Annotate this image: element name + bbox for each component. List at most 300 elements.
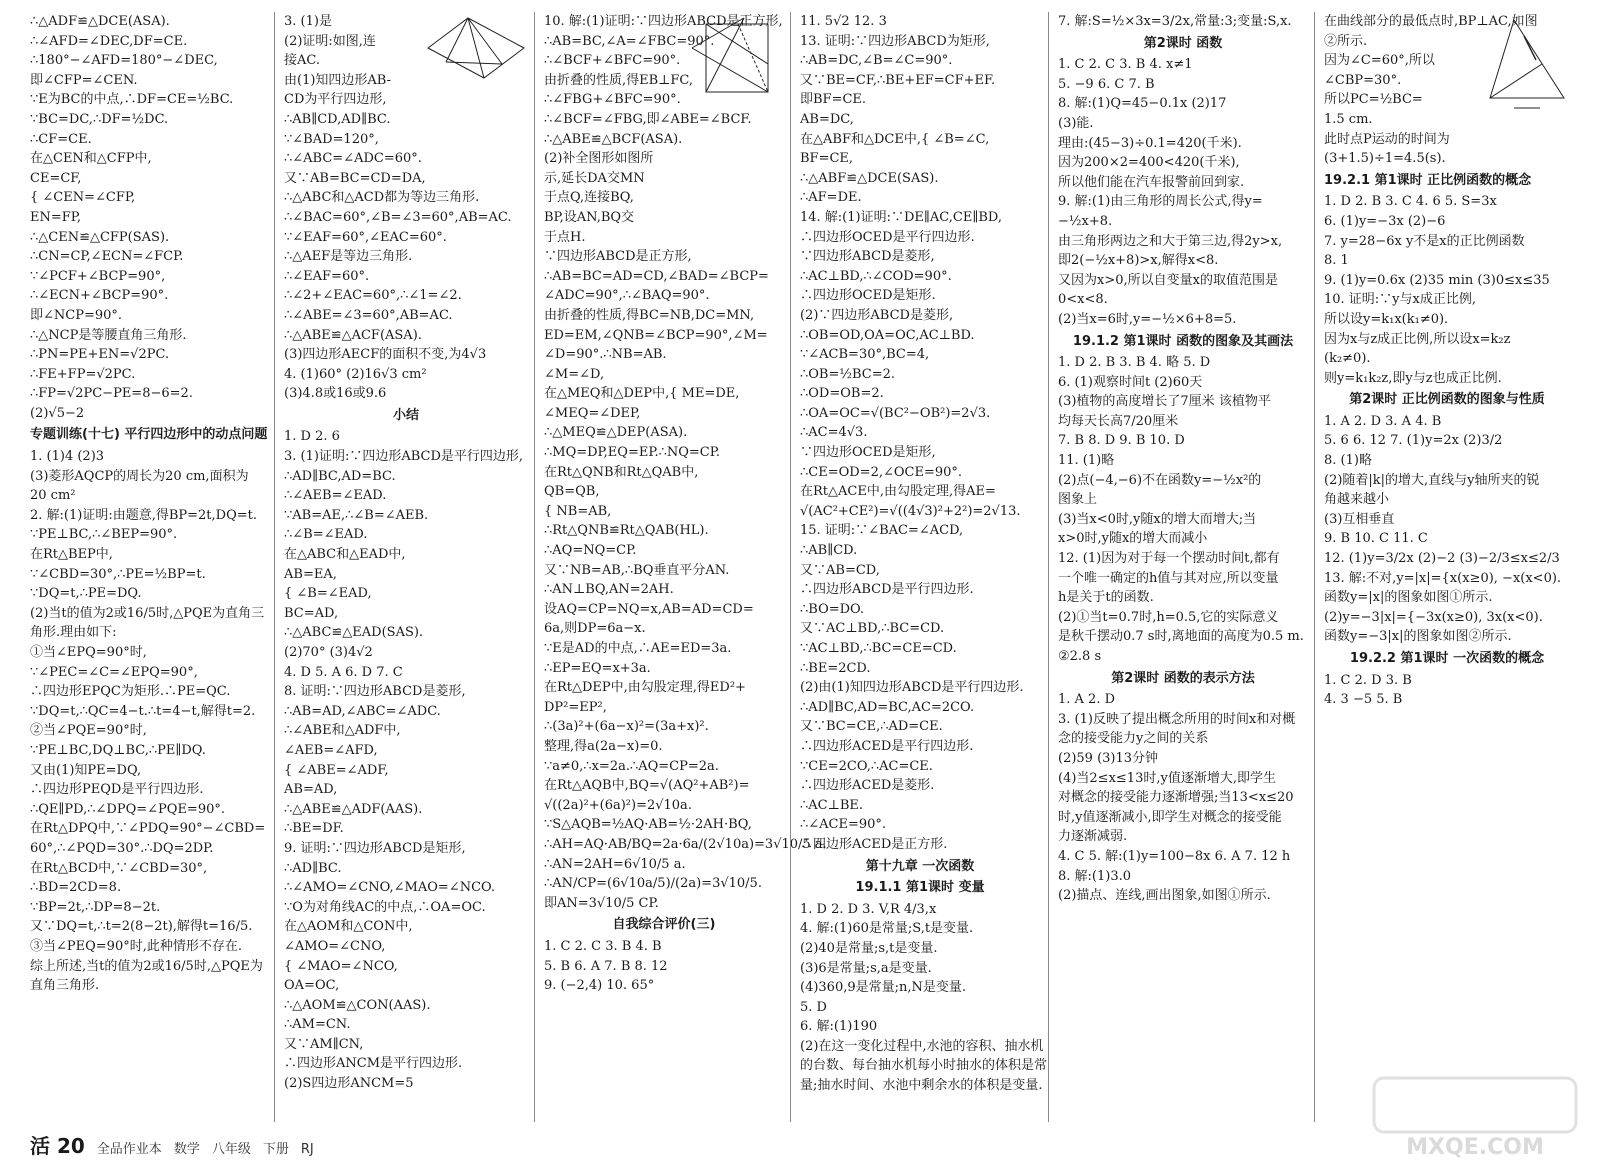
answer-line: ∴∠BAC=60°,∠B=∠3=60°,AB=AC.: [284, 209, 512, 225]
answer-line: (2)40是常量;s,t是变量.: [800, 940, 938, 956]
page-number: 活 20: [30, 1134, 85, 1158]
answer-line: OA=OC,: [284, 978, 340, 994]
answer-line: (3)互相垂直: [1324, 511, 1395, 527]
answer-line: ∴OD=OB=2.: [800, 386, 884, 402]
rhombus-figure: [424, 14, 528, 82]
answer-line: ∴FE+FP=√2PC.: [30, 366, 136, 382]
answer-line: ∴AD∥BC,AD=BC,AC=2CO.: [800, 699, 975, 715]
answer-line: ∠D=90°.∴NB=AB.: [544, 347, 667, 363]
answer-line: ∴AB=BC,∠A=∠FBC=90°.: [544, 33, 715, 49]
answer-line: ∵PE⊥BC,DQ⊥BC,∴PE∥DQ.: [30, 742, 206, 758]
answer-line: 又∵AC⊥BD,∴BC=CD.: [800, 621, 945, 637]
answer-line: 4. 解:(1)60是常量;S,t是变量.: [800, 921, 974, 937]
answer-line: ∴△AOM≌△CON(AAS).: [284, 997, 431, 1013]
answer-line: ∴四边形OCED是矩形.: [800, 288, 936, 304]
answer-line: (2)补全图形如图所: [544, 151, 654, 167]
answer-line: ∴△ABC和△ACD都为等边三角形.: [284, 190, 480, 206]
answer-line: ∴BE=DF.: [284, 821, 344, 837]
answer-line: 7. y=28−6x y不是x的正比例函数: [1324, 233, 1525, 249]
answer-line: ②所示.: [1324, 33, 1368, 49]
answer-line: 12. (1)y=3/2x (2)−2 (3)−2/3≤x≤2/3: [1324, 551, 1560, 567]
answer-line: 综上所述,当t的值为2或16/5时,△PQE为: [30, 958, 263, 974]
answer-line: { NB=AB,: [544, 503, 612, 519]
answer-line: DP²=EP²,: [544, 699, 607, 715]
answer-line: 时,y值逐渐减小,即学生对概念的接受能: [1058, 809, 1282, 825]
answer-line: ∴(3a)²+(6a−x)²=(3a+x)².: [544, 719, 709, 735]
answer-line: ∴∠FBG+∠BFC=90°.: [544, 92, 681, 108]
answer-line: 1. C 2. C 3. B 4. x≠1: [1058, 57, 1193, 73]
answer-line: 12. (1)因为对于每一个摆动时间t,都有: [1058, 551, 1280, 567]
answer-line: BF=CE,: [800, 151, 854, 167]
answer-line: 由折叠的性质,得BC=NB,DC=MN,: [544, 307, 755, 323]
answer-column-4: [800, 12, 1048, 1118]
answer-line: ∵E为BC的中点,∴DF=CE=½BC.: [30, 92, 234, 108]
answer-line: ∴BD=2CD=8.: [30, 880, 122, 896]
answer-line: ED=EM,∠QNB=∠BCP=90°,∠M=: [544, 327, 768, 343]
answer-line: 的台数、每台抽水机每小时抽水的体积是常: [800, 1058, 1048, 1074]
answer-line: 于点H.: [544, 229, 586, 245]
answer-line: ∵∠BAD=120°,: [284, 131, 379, 147]
answer-line: ∴CN=CP,∠ECN=∠FCP.: [30, 249, 184, 265]
answer-line: 角形.理由如下:: [30, 625, 117, 641]
answer-line: ∴∠ECN+∠BCP=90°.: [30, 288, 169, 304]
answer-line: 6. (1)观察时间t (2)60天: [1058, 374, 1203, 390]
answer-line: 6. (1)y=−3x (2)−6: [1324, 213, 1446, 229]
answer-column-2: [284, 12, 528, 1118]
answer-line: 8. 解:(1)Q=45−0.1x (2)17: [1058, 96, 1227, 112]
answer-line: 又∵DQ=t,∴t=2(8−2t),解得t=16/5.: [30, 919, 253, 935]
answer-line: 即∠NCP=90°.: [30, 307, 123, 323]
answer-line: ∴Rt△QNB≌Rt△QAB(HL).: [544, 523, 709, 539]
answer-line: ∴QE∥PD,∴∠DPQ=∠PQE=90°.: [30, 801, 225, 817]
answer-line: 7. 解:S=½×3x=3/2x,常量:3;变量:S,x.: [1058, 14, 1292, 29]
answer-line: (2)√5−2: [30, 405, 85, 421]
answer-line: ∴AB∥CD,AD∥BC.: [284, 111, 391, 127]
answer-line: ∴AC⊥BD,∴∠COD=90°.: [800, 268, 952, 284]
answer-line: ∴AN=2AH=6√10/5 a.: [544, 856, 686, 872]
footer-grade: 八年级: [211, 1142, 251, 1157]
answer-line: ∴AB=BC=AD=CD,∠BAD=∠BCP=: [544, 268, 769, 284]
answer-line: ∴∠B=∠EAD.: [284, 527, 368, 543]
answer-line: 设AQ=CP=NQ=x,AB=AD=CD=: [544, 601, 754, 617]
answer-line: ②当∠PQE=90°时,: [30, 723, 147, 739]
answer-line: 即BF=CE.: [800, 92, 867, 108]
answer-line: AB=EA,: [284, 566, 337, 582]
answer-line: 又∵BC=CE,∴AD=CE.: [800, 719, 943, 735]
answer-line: ∴△ABE≌△ACF(ASA).: [284, 327, 422, 343]
answer-line: 1.5 cm.: [1324, 111, 1373, 127]
answer-line: 所以PC=½BC=: [1324, 92, 1423, 108]
answer-line: ∴四边形EPQC为矩形.∴PE=QC.: [30, 684, 231, 700]
answer-line: ∵∠ACB=30°,BC=4,: [800, 347, 930, 363]
answer-line: ∠CBP=30°.: [1324, 72, 1402, 88]
answer-line: ∴AH=AQ·AB/BQ=2a·6a/(2√10a)=3√10/5 a.: [544, 836, 827, 852]
answer-line: h是关于t的函数.: [1058, 590, 1154, 606]
answer-line: ①当∠EPQ=90°时,: [30, 645, 147, 660]
answer-line: 9. (−2,4) 10. 65°: [544, 978, 655, 994]
answer-line: 又∵AB=BC=CD=DA,: [284, 170, 426, 186]
answer-line: ∴BE=2CD.: [800, 660, 871, 676]
answer-line: 即2(−½x+8)>x,解得x<8.: [1058, 253, 1219, 269]
answer-line: 此时点P运动的时间为: [1324, 131, 1450, 147]
answer-line: 接AC.: [284, 53, 321, 69]
answer-line: (3)四边形AECF的面积不变,为4√3: [284, 347, 487, 363]
answer-line: 即∠CFP=∠CEN.: [30, 72, 138, 88]
column-divider: [790, 12, 791, 1122]
answer-line: BC=AD,: [284, 605, 339, 621]
answer-line: ∵四边形OCED是矩形,: [800, 445, 936, 461]
answer-line: 10. 证明:∵y与x成正比例,: [1324, 292, 1476, 308]
answer-line: ∴∠ACE=90°.: [800, 817, 887, 833]
answer-line: ∴∠BCF=∠FBG,即∠ABE=∠BCF.: [544, 111, 752, 127]
answer-line: ∠AEB=∠AFD,: [284, 742, 378, 758]
answer-line: 9. (1)y=0.6x (2)35 min (3)0≤x≤35: [1324, 272, 1550, 288]
answer-line: 1. D 2. B 3. C 4. 6 5. S=3x: [1324, 194, 1497, 210]
answer-line: (2)①当t=0.7时,h=0.5,它的实际意义: [1058, 609, 1279, 625]
answer-line: 4. D 5. A 6. D 7. C: [284, 664, 403, 680]
answer-line: (2)59 (3)13分钟: [1058, 750, 1159, 766]
answer-line: (3)6是常量;s,a是变量.: [800, 960, 932, 976]
answer-line: 0<x<8.: [1058, 292, 1108, 308]
answer-line: ∴180°−∠AFD=180°−∠DEC,: [30, 53, 218, 69]
answer-line: 8. 解:(1)3.0: [1058, 868, 1132, 884]
answer-line: 均每天长高7/20厘米: [1058, 413, 1179, 429]
answer-line: 角越来越小: [1324, 492, 1390, 508]
answer-line: 4. (1)60° (2)16√3 cm²: [284, 366, 427, 382]
answer-line: √(AC²+CE²)=√((4√3)²+2²)=2√13.: [800, 503, 1021, 519]
answer-line: 11. (1)略: [1058, 453, 1115, 469]
answer-line: ∴四边形PEQD是平行四边形.: [30, 782, 204, 798]
answer-line: ∵DQ=t,∴PE=DQ.: [30, 586, 142, 602]
answer-line: ∴CF=CE.: [30, 131, 92, 147]
answer-line: (3)当x<0时,y随x的增大而增大;当: [1058, 511, 1257, 527]
answer-line: ∵BC=DC,∴DF=½DC.: [30, 111, 169, 127]
answer-line: ∵PE⊥BC,∴∠BEP=90°.: [30, 527, 178, 543]
answer-line: ∴∠BCF+∠BFC=90°.: [544, 53, 681, 69]
answer-line: ∴四边形ACED是平行四边形.: [800, 738, 974, 754]
answer-line: 5. 6 6. 12 7. (1)y=2x (2)3/2: [1324, 433, 1503, 449]
section-heading: 第2课时 正比例函数的图象与性质: [1349, 392, 1545, 408]
answer-line: ∵AB=AE,∴∠B=∠AEB.: [284, 507, 429, 523]
answer-line: ∴OB=OD,OA=OC,AC⊥BD.: [800, 327, 975, 343]
answer-line: 在曲线部分的最低点时,BP⊥AC,如图: [1324, 14, 1538, 29]
answer-line: (3)4.8或16或9.6: [284, 386, 387, 402]
answer-line: ∵四边形ABCD是菱形,: [800, 249, 935, 265]
answer-line: ∴△ABE≌△ADF(AAS).: [284, 801, 423, 817]
answer-line: 2. 解:(1)证明:由题意,得BP=2t,DQ=t.: [30, 507, 257, 523]
answer-line: ∵四边形ABCD是正方形,: [544, 249, 692, 265]
watermark-logo: [1370, 1074, 1580, 1160]
section-heading: 专题训练(十七) 平行四边形中的动点问题: [30, 427, 268, 443]
answer-line: x>0时,y随x的增大而减小: [1058, 531, 1208, 547]
answer-line: ∴OA=OC=√(BC²−OB²)=2√3.: [800, 405, 991, 421]
answer-line: 3. (1)反映了提出概念所用的时间x和对概: [1058, 711, 1296, 727]
answer-line: ∴FP=√2PC−PE=8−6=2.: [30, 386, 193, 402]
answer-line: 3. (1)是: [284, 14, 332, 29]
answer-line: 因为200×2=400<420(千米),: [1058, 155, 1240, 171]
answer-line: ∴PN=PE+EN=√2PC.: [30, 347, 170, 363]
answer-line: 在Rt△BCD中,∵∠CBD=30°,: [30, 860, 208, 876]
watermark-text: MXQE.COM: [1406, 1135, 1544, 1160]
answer-line: EN=FP,: [30, 209, 82, 225]
answer-line: 9. 解:(1)由三角形的周长公式,得y=: [1058, 194, 1263, 210]
answer-line: 8. 证明:∵四边形ABCD是菱形,: [284, 684, 466, 700]
answer-line: 11. 5√2 12. 3: [800, 14, 887, 29]
answer-line: 9. 证明:∵四边形ABCD是矩形,: [284, 840, 466, 856]
answer-line: 6a,则DP=6a−x.: [544, 621, 646, 637]
answer-line: 在△ABF和△DCE中,{ ∠B=∠C,: [800, 131, 990, 147]
answer-line: 所以他们能在汽车报警前回到家.: [1058, 174, 1245, 190]
answer-column-5: [1058, 12, 1308, 1118]
answer-line: 在△MEQ和△DEP中,{ ME=DE,: [544, 386, 740, 402]
answer-line: ∵∠PCF+∠BCP=90°,: [30, 268, 166, 284]
answer-line: AB=AD,: [284, 782, 338, 798]
answer-line: 在△CEN和△CFP中,: [30, 151, 152, 167]
answer-line: 又∵AM∥CN,: [284, 1036, 364, 1052]
answer-line: CD为平行四边形,: [284, 92, 387, 108]
answer-line: (2)由(1)知四边形ABCD是平行四边形.: [800, 680, 1024, 696]
answer-line: 1. D 2. D 3. V,R 4/3,x: [800, 901, 937, 917]
section-heading: 小结: [392, 407, 419, 423]
column-divider: [1314, 12, 1315, 1122]
answer-line: QB=QB,: [544, 484, 600, 500]
section-heading: 19.1.2 第1课时 函数的图象及其画法: [1072, 333, 1294, 349]
answer-line: ∴∠ABC=∠ADC=60°.: [284, 151, 422, 167]
answer-line: 14. 解:(1)证明:∵DE∥AC,CE∥BD,: [800, 209, 1002, 225]
answer-line: (4)当2≤x≤13时,y值逐渐增大,即学生: [1058, 770, 1276, 786]
answer-line: ∵E是AD的中点,∴AE=ED=3a.: [544, 641, 732, 656]
answer-line: ∴∠ABE=∠3=60°,AB=AC.: [284, 307, 453, 323]
answer-line: ∴∠AFD=∠DEC,DF=CE.: [30, 33, 188, 49]
answer-line: 又因为x>0,所以自变量x的取值范围是: [1058, 272, 1278, 288]
answer-line: 所以设y=k₁x(k₁≠0).: [1324, 311, 1449, 327]
answer-line: 理由:(45−3)÷0.1=420(千米).: [1058, 135, 1242, 151]
answer-line: ∴EP=EQ=x+3a.: [544, 660, 651, 676]
answer-line: ∵DQ=t,∴QC=4−t.∴t=4−t,解得t=2.: [30, 703, 256, 719]
footer-volume: 下册: [262, 1142, 289, 1157]
answer-line: ∴MQ=DP,EQ=EP.∴NQ=CP.: [544, 445, 720, 461]
answer-line: (2)证明:如图,连: [284, 33, 376, 49]
answer-line: ∴AD∥BC.: [284, 860, 342, 876]
answer-line: 又由(1)知PE=DQ,: [30, 762, 142, 778]
answer-line: ∠AMO=∠CNO,: [284, 938, 386, 954]
answer-line: 又∵AB=CD,: [800, 562, 880, 578]
answer-line: (2)描点、连线,画出图象,如图①所示.: [1058, 888, 1271, 904]
answer-line: ∴△MEQ≌△DEP(ASA).: [544, 425, 688, 441]
answer-line: 1. D 2. 6: [284, 429, 340, 445]
answer-line: ∴AB=DC,∠B=∠C=90°.: [800, 53, 953, 69]
page-footer: [30, 1130, 314, 1158]
answer-line: 9. B 10. C 11. C: [1324, 531, 1428, 547]
answer-line: ∴四边形ACED是菱形.: [800, 778, 935, 794]
section-heading: 19.2.2 第1课时 一次函数的概念: [1349, 651, 1545, 666]
answer-line: 10. 解:(1)证明:∵四边形ABCD是正方形,: [544, 14, 783, 29]
answer-line: 图象上: [1058, 492, 1098, 508]
answer-line: ∴AD∥BC,AD=BC.: [284, 468, 396, 484]
answer-line: ∠M=∠D,: [544, 366, 605, 382]
answer-line: 因为x与z成正比例,所以设x=k₂z: [1324, 331, 1511, 347]
answer-line: { ∠ABE=∠ADF,: [284, 762, 389, 778]
answer-line: ∴OB=½BC=2.: [800, 366, 896, 382]
answer-line: { ∠B=∠EAD,: [284, 586, 372, 602]
answer-line: 5. B 6. A 7. B 8. 12: [544, 958, 668, 974]
answer-line: ∵AC⊥BD,∴BC=CE=CD.: [800, 641, 957, 656]
answer-column-6: [1324, 12, 1570, 1118]
section-heading: 19.2.1 第1课时 正比例函数的概念: [1324, 172, 1532, 188]
answer-line: ∵S△AQB=½AQ·AB=½·2AH·BQ,: [544, 817, 752, 833]
answer-line: (2)点(−4,−6)不在函数y=−½x²的: [1058, 472, 1262, 488]
answer-line: 6. 解:(1)190: [800, 1019, 878, 1035]
answer-line: ∴AC⊥BE.: [800, 797, 864, 813]
answer-line: (3+1.5)÷1=4.5(s).: [1324, 151, 1446, 167]
answer-line: ∴AM=CN.: [284, 1017, 351, 1033]
answer-line: 13. 证明:∵四边形ABCD为矩形,: [800, 33, 990, 49]
answer-line: ∴AQ=NQ=CP.: [544, 543, 637, 559]
answer-line: 在Rt△QNB和Rt△QAB中,: [544, 464, 699, 480]
answer-column-1: [30, 12, 268, 1118]
answer-line: 整理,得a(2a−x)=0.: [544, 738, 663, 754]
answer-line: BP,设AN,BQ交: [544, 209, 635, 225]
answer-line: 力逐渐减弱.: [1058, 829, 1128, 845]
answer-line: 示,延长DA交MN: [544, 170, 645, 186]
answer-line: 又∵NB=AB,∴BQ垂直平分AN.: [544, 562, 730, 578]
section-heading: 第十九章 一次函数: [865, 858, 975, 874]
answer-line: 20 cm²: [30, 488, 76, 504]
answer-line: 4. 3 −5 5. B: [1324, 692, 1403, 708]
answer-line: 在△ABC和△EAD中,: [284, 547, 406, 563]
answer-line: (k₂≠0).: [1324, 351, 1371, 367]
answer-line: ∴AC=4√3.: [800, 425, 868, 441]
answer-line: 因为∠C=60°,所以: [1324, 53, 1435, 69]
answer-line: 1. C 2. D 3. B: [1324, 672, 1412, 688]
answer-line: 在Rt△ACE中,由勾股定理,得AE=: [800, 484, 996, 500]
answer-line: −½x+8.: [1058, 213, 1113, 229]
answer-line: ∴△ABE≌△BCF(ASA).: [544, 131, 683, 147]
answer-line: 在Rt△DEP中,由勾股定理,得ED²+: [544, 680, 746, 696]
answer-line: ∴∠AMO=∠CNO,∠MAO=∠NCO.: [284, 880, 496, 896]
answer-line: 8. 1: [1324, 253, 1349, 269]
answer-line: ∴∠2+∠EAC=60°,∴∠1=∠2.: [284, 288, 462, 304]
answer-line: 于点Q,连接BQ,: [544, 190, 634, 206]
answer-line: 在Rt△DPQ中,∵∠PDQ=90°−∠CBD=: [30, 821, 266, 837]
answer-line: ∴△CEN≌△CFP(SAS).: [30, 229, 170, 245]
answer-line: ∴AF=DE.: [800, 190, 862, 206]
answer-line: 15. 证明:∵∠BAC=∠ACD,: [800, 523, 964, 539]
answer-line: 由折叠的性质,得EB⊥FC,: [544, 72, 694, 88]
answer-line: ∵∠CBD=30°,∴PE=½BP=t.: [30, 566, 206, 582]
answer-line: ∴∠ABE和△ADF中,: [284, 723, 401, 739]
answer-line: ∴△ABC≌△EAD(SAS).: [284, 625, 424, 641]
answer-line: (3)能.: [1058, 115, 1094, 131]
answer-line: √((2a)²+(6a)²)=2√10a.: [544, 797, 692, 813]
answer-line: 1. A 2. D: [1058, 692, 1116, 708]
answer-line: 则y=k₁k₂z,即y与z也成正比例.: [1324, 370, 1502, 386]
answer-line: 1. A 2. D 3. A 4. B: [1324, 413, 1442, 429]
answer-line: ∴∠AEB=∠EAD.: [284, 488, 387, 504]
answer-line: AB=DC,: [800, 111, 854, 127]
answer-line: ∵O为对角线AC的中点,∴OA=OC.: [284, 899, 486, 915]
section-heading: 19.1.1 第1课时 变量: [855, 880, 985, 896]
answer-line: ∠ADC=90°,∴∠BAQ=90°.: [544, 288, 710, 304]
answer-line: 7. B 8. D 9. B 10. D: [1058, 433, 1185, 449]
footer-subject: 数学: [173, 1142, 200, 1157]
answer-line: 函数y=−3|x|的图象如图②所示.: [1324, 629, 1512, 645]
answer-line: 1. D 2. B 3. B 4. 略 5. D: [1058, 355, 1211, 371]
answer-line: 60°,∴∠PQD=30°.∴DQ=2DP.: [30, 840, 214, 856]
answer-line: 即AN=3√10/5 CP.: [544, 895, 659, 911]
answer-line: 1. C 2. C 3. B 4. B: [544, 938, 662, 954]
answer-line: (2)70° (3)4√2: [284, 645, 373, 660]
footer-edition: RJ: [300, 1142, 314, 1157]
answer-line: ∴AN⊥BQ,AN=2AH.: [544, 582, 674, 598]
answer-line: 5. −9 6. C 7. B: [1058, 76, 1155, 92]
answer-line: ∴AB=AD,∠ABC=∠ADC.: [284, 703, 441, 719]
answer-line: ∴∠EAF=60°.: [284, 268, 370, 284]
answer-line: ∠MEQ=∠DEP,: [544, 405, 641, 421]
answer-line: 量;抽水时间、水池中剩余水的体积是变量.: [800, 1078, 1043, 1094]
answer-line: (2)当x=6时,y=−½×6+8=5.: [1058, 311, 1237, 327]
answer-line: 函数y=|x|的图象如图①所示.: [1324, 590, 1493, 606]
column-divider: [274, 12, 275, 1122]
answer-line: 一个唯一确定的h值与其对应,所以变量: [1058, 570, 1279, 586]
answer-line: ∴四边形ABCD是平行四边形.: [800, 582, 974, 598]
answer-line: 8. (1)略: [1324, 453, 1372, 469]
answer-line: 在Rt△AQB中,BQ=√(AQ²+AB²)=: [544, 778, 750, 794]
answer-line: ∵CE=2CO,∴AC=CE.: [800, 758, 933, 774]
answer-line: 在△AOM和△CON中,: [284, 919, 413, 935]
answer-line: { ∠MAO=∠NCO,: [284, 958, 398, 974]
answer-line: 念的接受能力y之间的关系: [1058, 731, 1209, 747]
answer-line: ②2.8 s: [1058, 649, 1102, 664]
answer-line: ∴CE=OD=2,∠OCE=90°.: [800, 464, 963, 480]
answer-line: CE=CF,: [30, 170, 82, 186]
column-divider: [1048, 12, 1049, 1122]
answer-line: 由三角形两边之和大于第三边,得2y>x,: [1058, 233, 1283, 249]
answer-line: 5. D: [800, 999, 827, 1015]
section-heading: 第2课时 函数的表示方法: [1111, 670, 1255, 686]
section-heading: 第2课时 函数: [1143, 35, 1223, 51]
answer-line: 在Rt△BEP中,: [30, 547, 113, 563]
answer-line: 是秋千摆动0.7 s时,离地面的高度为0.5 m.: [1058, 629, 1304, 645]
answer-line: (2)随着|k|的增大,直线与y轴所夹的锐: [1324, 472, 1540, 488]
answer-line: 对概念的接受能力逐渐增强;当13<x≤20: [1058, 790, 1294, 806]
answer-line: ∴△ABF≌△DCE(SAS).: [800, 170, 939, 186]
answer-line: ③当∠PEQ=90°时,此种情形不存在.: [30, 938, 242, 954]
answer-line: ∵a≠0,∴x=2a.∴AQ=CP=2a.: [544, 758, 719, 774]
answer-line: ∴四边形OCED是平行四边形.: [800, 229, 975, 245]
answer-line: (4)360,9是常量;n,N是变量.: [800, 980, 967, 996]
footer-book: 全品作业本: [96, 1142, 162, 1157]
answer-line: (2)y=−3|x|={−3x(x≥0), 3x(x<0).: [1324, 609, 1543, 625]
answer-line: 1. (1)4 (2)3: [30, 449, 105, 465]
answer-line: (3)菱形AQCP的周长为20 cm,面积为: [30, 468, 249, 484]
answer-line: ∴四边形ANCM是平行四边形.: [284, 1056, 463, 1072]
answer-line: ∵BP=2t,∴DP=8−2t.: [30, 899, 161, 915]
answer-line: (2)当t的值为2或16/5时,△PQE为直角三: [30, 605, 265, 621]
answer-line: (3)植物的高度增长了7厘米 该植物平: [1058, 394, 1271, 410]
section-heading: 自我综合评价(三): [612, 917, 716, 933]
answer-line: (2)S四边形ANCM=5: [284, 1076, 414, 1092]
answer-line: ∴△AEF是等边三角形.: [284, 249, 413, 265]
answer-line: ∴AN/CP=(6√10a/5)/(2a)=3√10/5.: [544, 876, 762, 892]
answer-line: ∴AB∥CD.: [800, 543, 858, 559]
answer-line: 又∵BE=CF,∴BE+EF=CF+EF.: [800, 72, 996, 88]
answer-line: 3. (1)证明:∵四边形ABCD是平行四边形,: [284, 449, 524, 465]
answer-line: ∵∠EAF=60°,∠EAC=60°.: [284, 229, 447, 245]
answer-line: ∴△NCP是等腰直角三角形.: [30, 327, 187, 343]
column-divider: [534, 12, 535, 1122]
answer-line: ∴△ADF≌△DCE(ASA).: [30, 14, 170, 29]
